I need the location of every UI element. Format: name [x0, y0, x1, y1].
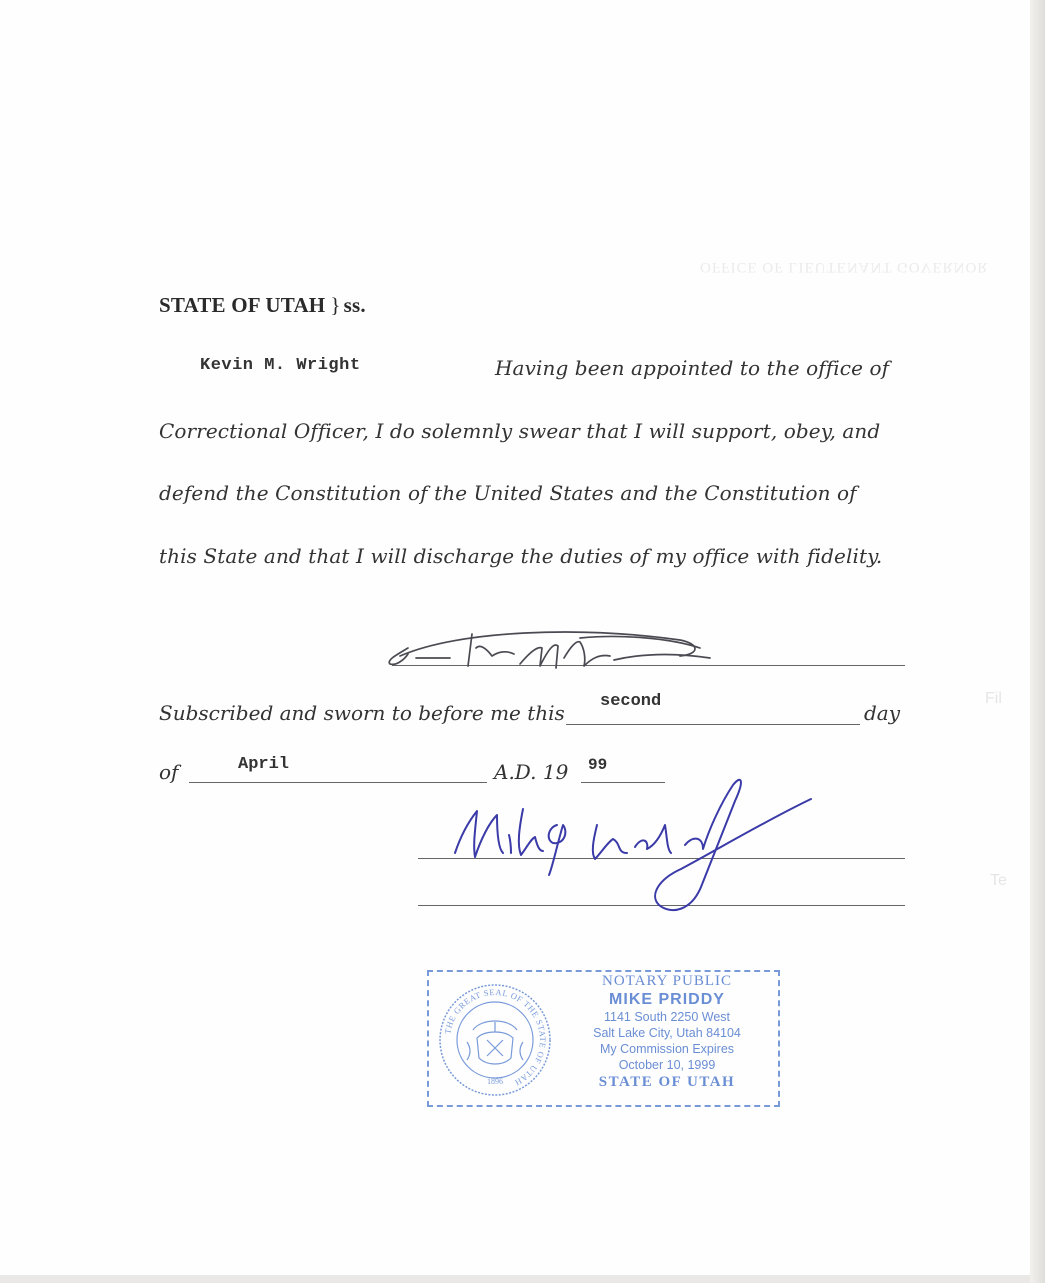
notary-signature: [445, 765, 825, 925]
stamp-commission: My Commission Expires: [599, 1042, 735, 1056]
stamp-address-2: Salt Lake City, Utah 84104: [593, 1026, 741, 1040]
oath-line-3: defend the Constitution of the United States and the Constitution of: [159, 481, 857, 505]
venue-brace: }: [330, 293, 341, 317]
stamp-notary-name: MIKE PRIDDY: [609, 991, 725, 1008]
bleed-through-text: OFFICE OF LIEUTENANT GOVERNOR: [700, 259, 989, 275]
affiant-signature: [380, 618, 720, 674]
bleed-through-mark: Te: [990, 872, 1007, 889]
month-value: April: [238, 755, 290, 774]
oath-line-4: this State and that I will discharge the duties of my office with fidelity.: [159, 544, 883, 568]
venue-ss: ss.: [343, 293, 366, 317]
venue-state: STATE OF UTAH: [159, 293, 326, 317]
state-seal-icon: [437, 982, 553, 1098]
day-word: day: [864, 701, 901, 725]
oath-line-1: Having been appointed to the office of: [495, 356, 890, 380]
month-blank-line: [189, 782, 487, 783]
stamp-title: NOTARY PUBLIC: [601, 973, 732, 989]
notary-stamp: [427, 970, 780, 1107]
day-value: second: [600, 692, 662, 711]
seal-ring-text: THE GREAT SEAL OF THE STATE OF UTAH: [442, 986, 549, 1088]
ad-prefix: A.D. 19: [494, 760, 569, 784]
day-blank-line: [566, 724, 860, 725]
stamp-address-1: 1141 South 2250 West: [603, 1010, 731, 1024]
venue-heading: [159, 293, 366, 318]
affiant-name: Kevin M. Wright: [200, 356, 361, 375]
stamp-text-block: [557, 972, 777, 1091]
jurat-lead: Subscribed and sworn to before me this: [159, 701, 565, 725]
oath-line-2: Correctional Officer, I do solemnly swear that I will support, obey, and: [159, 419, 881, 443]
stamp-expiry: October 10, 1999: [618, 1058, 716, 1072]
page-edge: [1030, 0, 1045, 1283]
seal-year: 1896: [487, 1077, 503, 1086]
bleed-through-mark: Fil: [985, 690, 1002, 707]
year-value: 99: [588, 756, 608, 774]
of-word: of: [159, 760, 179, 784]
stamp-state: STATE OF UTAH: [598, 1074, 736, 1090]
